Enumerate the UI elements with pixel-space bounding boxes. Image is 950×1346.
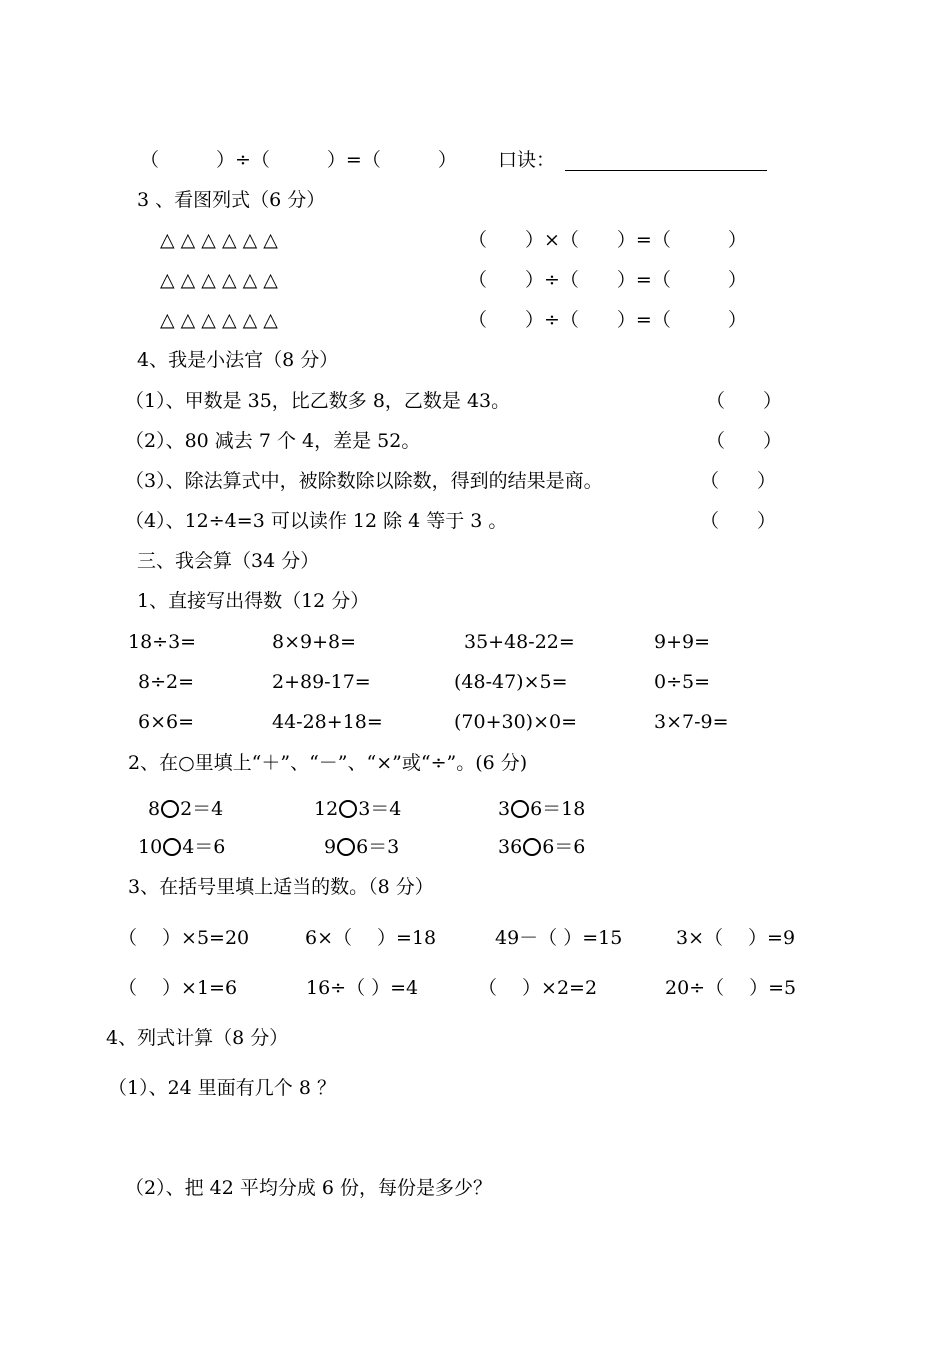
section3-title: 3 、看图列式（6 分）	[137, 189, 326, 211]
judge-item: （2）、80 减去 7 个 4，差是 52。	[125, 430, 421, 452]
calc-item: 6×6=	[138, 711, 195, 733]
calc-item: 18÷3=	[128, 631, 197, 653]
circle-equation	[498, 835, 585, 859]
judge-item: （1）、甲数是 35，比乙数多 8，乙数是 43。	[125, 390, 511, 412]
fill-item[interactable]: 20÷（ ）=5	[665, 977, 797, 999]
judge-item: （4）、12÷4=3 可以读作 12 除 4 等于 3 。	[125, 510, 508, 532]
operand: 10	[138, 836, 163, 858]
q1-title: 1、直接写出得数（12 分）	[137, 590, 370, 612]
calc-item: 0÷5=	[654, 671, 711, 693]
fill-item[interactable]: （ ）×2=2	[478, 977, 598, 999]
calc-item: 44-28+18=	[272, 711, 383, 733]
fill-item[interactable]: （ ）×1=6	[118, 977, 238, 999]
picture-equation[interactable]: （ ）×（ ）=（ ）	[468, 229, 747, 251]
triangle-row: △ △ △ △ △ △	[160, 229, 278, 251]
operand: 4＝6	[182, 836, 226, 858]
judge-blank[interactable]: （ ）	[706, 430, 783, 452]
fill-item[interactable]: 6×（ ）=18	[305, 927, 437, 949]
operand: 2＝4	[180, 798, 224, 820]
judge-blank[interactable]: （ ）	[706, 390, 783, 412]
operand: 36	[498, 836, 523, 858]
operand: 6＝6	[542, 836, 586, 858]
q3-title: 3、在括号里填上适当的数。（8 分）	[128, 876, 434, 898]
operator-circle[interactable]	[161, 800, 179, 818]
calc-item: (70+30)×0=	[454, 711, 578, 733]
judge-item: （3）、除法算式中，被除数除以除数，得到的结果是商。	[125, 470, 603, 492]
koujue-label: 口诀：	[498, 149, 556, 171]
fill-item[interactable]: 3×（ ）=9	[676, 927, 796, 949]
calc-item: 8÷2=	[138, 671, 195, 693]
operand: 8	[148, 798, 161, 820]
operand: 3	[498, 798, 511, 820]
circle-equation	[138, 835, 225, 859]
judge-blank[interactable]: （ ）	[700, 470, 777, 492]
operator-circle[interactable]	[163, 838, 181, 856]
operator-circle[interactable]	[337, 838, 355, 856]
operator-circle[interactable]	[339, 800, 357, 818]
circle-equation	[498, 797, 585, 821]
q2-title: 2、在○里填上“＋”、“－”、“×”或“÷”。(6 分)	[128, 752, 528, 774]
fill-item[interactable]: （ ）×5=20	[118, 927, 250, 949]
picture-equation[interactable]: （ ）÷（ ）=（ ）	[468, 269, 747, 291]
operator-circle[interactable]	[511, 800, 529, 818]
word-problem: （2）、把 42 平均分成 6 份，每份是多少？	[125, 1177, 493, 1199]
top-equation: （ ）÷（ ）=（ ）	[140, 149, 457, 171]
operand: 6＝18	[530, 798, 586, 820]
calc-item: 35+48-22=	[464, 631, 575, 653]
calc-item: 3×7-9=	[654, 711, 729, 733]
fill-item[interactable]: 16÷（ ）=4	[306, 977, 419, 999]
calc-item: 2+89-17=	[272, 671, 371, 693]
section4-title: 4、我是小法官（8 分）	[137, 349, 339, 371]
calc-item: (48-47)×5=	[454, 671, 568, 693]
triangle-row: △ △ △ △ △ △	[160, 269, 278, 291]
word-problem: （1）、24 里面有几个 8 ？	[108, 1077, 336, 1099]
operand: 12	[314, 798, 339, 820]
judge-blank[interactable]: （ ）	[700, 510, 777, 532]
calc-item: 9+9=	[654, 631, 711, 653]
circle-equation	[314, 797, 401, 821]
operand: 3＝4	[358, 798, 402, 820]
calc-item: 8×9+8=	[272, 631, 357, 653]
operator-circle[interactable]	[523, 838, 541, 856]
circle-equation	[324, 835, 399, 859]
picture-equation[interactable]: （ ）÷（ ）=（ ）	[468, 309, 747, 331]
operand: 9	[324, 836, 337, 858]
koujue-blank[interactable]	[565, 170, 767, 171]
triangle-row: △ △ △ △ △ △	[160, 309, 278, 331]
operand: 6＝3	[356, 836, 400, 858]
q4-title: 4、列式计算（8 分）	[106, 1027, 289, 1049]
circle-equation	[148, 797, 223, 821]
part3-title: 三、我会算（34 分）	[137, 550, 320, 572]
fill-item[interactable]: 49－（ ）=15	[495, 927, 623, 949]
